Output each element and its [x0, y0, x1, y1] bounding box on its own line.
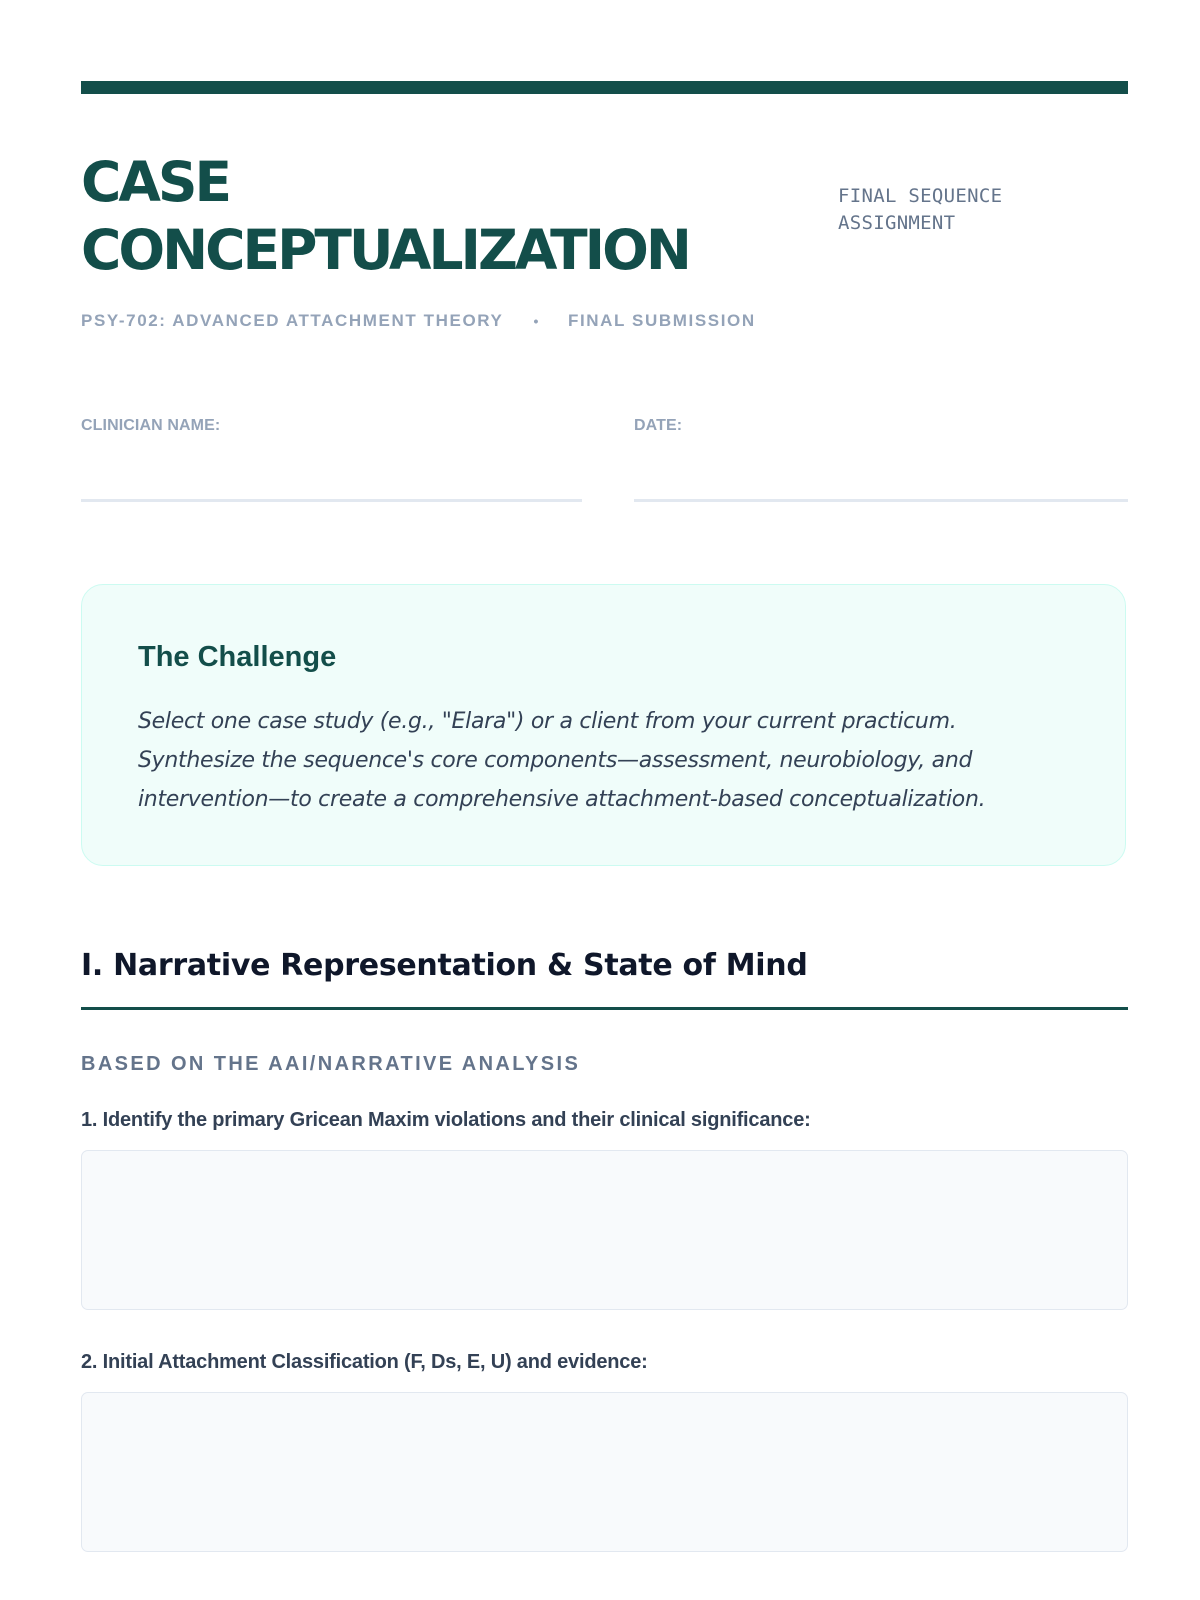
section-divider [81, 1007, 1128, 1010]
top-accent-bar [81, 81, 1128, 94]
submission-type: FINAL SUBMISSION [568, 311, 756, 330]
clinician-name-field[interactable] [81, 499, 582, 502]
separator-dot: • [533, 313, 540, 329]
date-label: DATE: [634, 417, 683, 434]
challenge-title: The Challenge [138, 641, 337, 673]
course-info [81, 311, 756, 331]
sequence-label-line-1: FINAL SEQUENCE [838, 185, 1003, 207]
challenge-description-line-1: Select one case study (e.g., "Elara") or a client from your current practicum. [138, 709, 957, 734]
question-2-answer-box[interactable] [81, 1392, 1128, 1552]
page-title-line-2: CONCEPTUALIZATION [81, 218, 689, 282]
question-1-label: 1. Identify the primary Gricean Maxim violations and their clinical significance: [81, 1109, 811, 1131]
challenge-description-line-2: Synthesize the sequence's core components—assessment, neurobiology, and [138, 748, 973, 773]
course-code: PSY-702: ADVANCED ATTACHMENT THEORY [81, 311, 504, 330]
date-field[interactable] [634, 499, 1128, 502]
challenge-description [138, 702, 1038, 819]
page-title [81, 148, 689, 284]
question-2-label: 2. Initial Attachment Classification (F, Ds, E, U) and evidence: [81, 1351, 648, 1373]
section-heading: I. Narrative Representation & State of Mind [81, 948, 808, 983]
section-subheading: BASED ON THE AAI/NARRATIVE ANALYSIS [81, 1053, 581, 1075]
challenge-callout [81, 584, 1126, 866]
page-title-line-1: CASE [81, 150, 230, 214]
sequence-label-line-2: ASSIGNMENT [838, 212, 956, 234]
sequence-label [838, 183, 1088, 237]
clinician-name-label: CLINICIAN NAME: [81, 417, 221, 434]
challenge-description-line-3: intervention—to create a comprehensive attachment-based conceptualization. [138, 787, 986, 812]
question-1-answer-box[interactable] [81, 1150, 1128, 1310]
